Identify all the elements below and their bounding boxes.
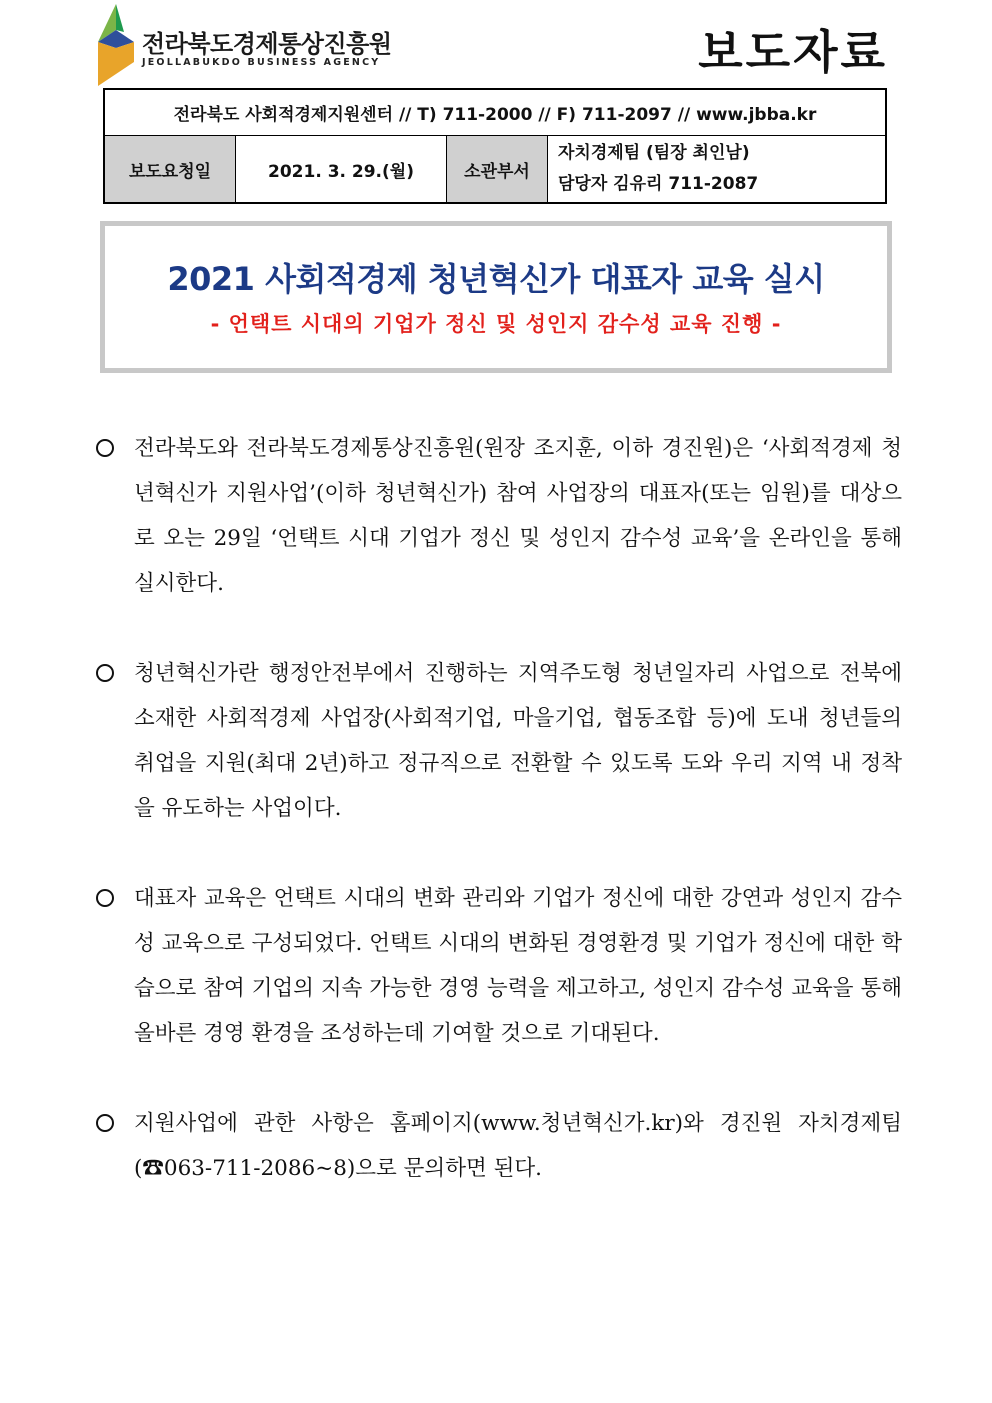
org-logo — [94, 2, 394, 88]
contact-line: 전라북도 사회적경제지원센터 // T) 711-2000 // F) 711-2097 // www.jbba.kr — [104, 89, 886, 136]
dept-cell — [548, 136, 887, 204]
paragraph-text: 지원사업에 관한 사항은 홈페이지(www.청년혁신가.kr)와 경진원 자치경제팀(☎063-711-2086~8)으로 문의하면 된다. — [134, 1111, 902, 1181]
circle-bullet-icon — [96, 664, 114, 682]
contact-person: 담당자 김유리 711-2087 — [558, 174, 759, 194]
paragraph-text: 청년혁신가란 행정안전부에서 진행하는 지역주도형 청년일자리 사업으로 전북에 소재한 사회적경제 사업장(사회적기업, 마을기업, 협동조합 등)에 도내 청년들의 취업을 지원(최대 2년)하고 정규직으로 전환할 수 있도록 도와 우리 지역 내 정착을 유도하는 사업이다. — [134, 661, 902, 821]
article-body — [92, 426, 902, 1236]
paragraph-text: 전라북도와 전라북도경제통상진흥원(원장 조지훈, 이하 경진원)은 ‘사회적경제 청년혁신가 지원사업’(이하 청년혁신가) 참여 사업장의 대표자(또는 임원)를 대상으로 오는 29일 ‘언택트 시대 기업가 정신 및 성인지 감수성 교육’을 온라인을 통해 실시한다. — [134, 436, 902, 596]
press-info-table — [103, 88, 887, 204]
request-date-label: 보도요청일 — [104, 136, 236, 204]
circle-bullet-icon — [96, 889, 114, 907]
circle-bullet-icon — [96, 439, 114, 457]
headline-title: 2021 사회적경제 청년혁신가 대표자 교육 실시 — [167, 260, 825, 298]
paragraph — [92, 651, 902, 831]
paragraph-text: 대표자 교육은 언택트 시대의 변화 관리와 기업가 정신에 대한 강연과 성인지 감수성 교육으로 구성되었다. 언택트 시대의 변화된 경영환경 및 기업가 정신에 대한 학습으로 참여 기업의 지속 가능한 경영 능력을 제고하고, 성인지 감수성 교육을 통해 올바른 경영 환경을 조성하는데 기여할 것으로 기대된다. — [134, 886, 902, 1046]
org-name: 전라북도경제통상진흥원 — [142, 30, 392, 58]
circle-bullet-icon — [96, 1114, 114, 1132]
dept-label: 소관부서 — [447, 136, 548, 204]
headline-subtitle: - 언택트 시대의 기업가 정신 및 성인지 감수성 교육 진행 - — [210, 312, 782, 336]
paragraph — [92, 876, 902, 1056]
dept-name: 자치경제팀 (팀장 최인남) — [558, 143, 750, 163]
request-date: 2021. 3. 29.(월) — [236, 136, 447, 204]
paragraph — [92, 426, 902, 606]
paragraph — [92, 1101, 902, 1191]
org-name-english: JEOLLABUKDO BUSINESS AGENCY — [142, 57, 381, 68]
org-logo-icon — [94, 2, 138, 88]
document-type-title: 보도자료 — [698, 25, 888, 79]
headline-box — [100, 221, 892, 373]
